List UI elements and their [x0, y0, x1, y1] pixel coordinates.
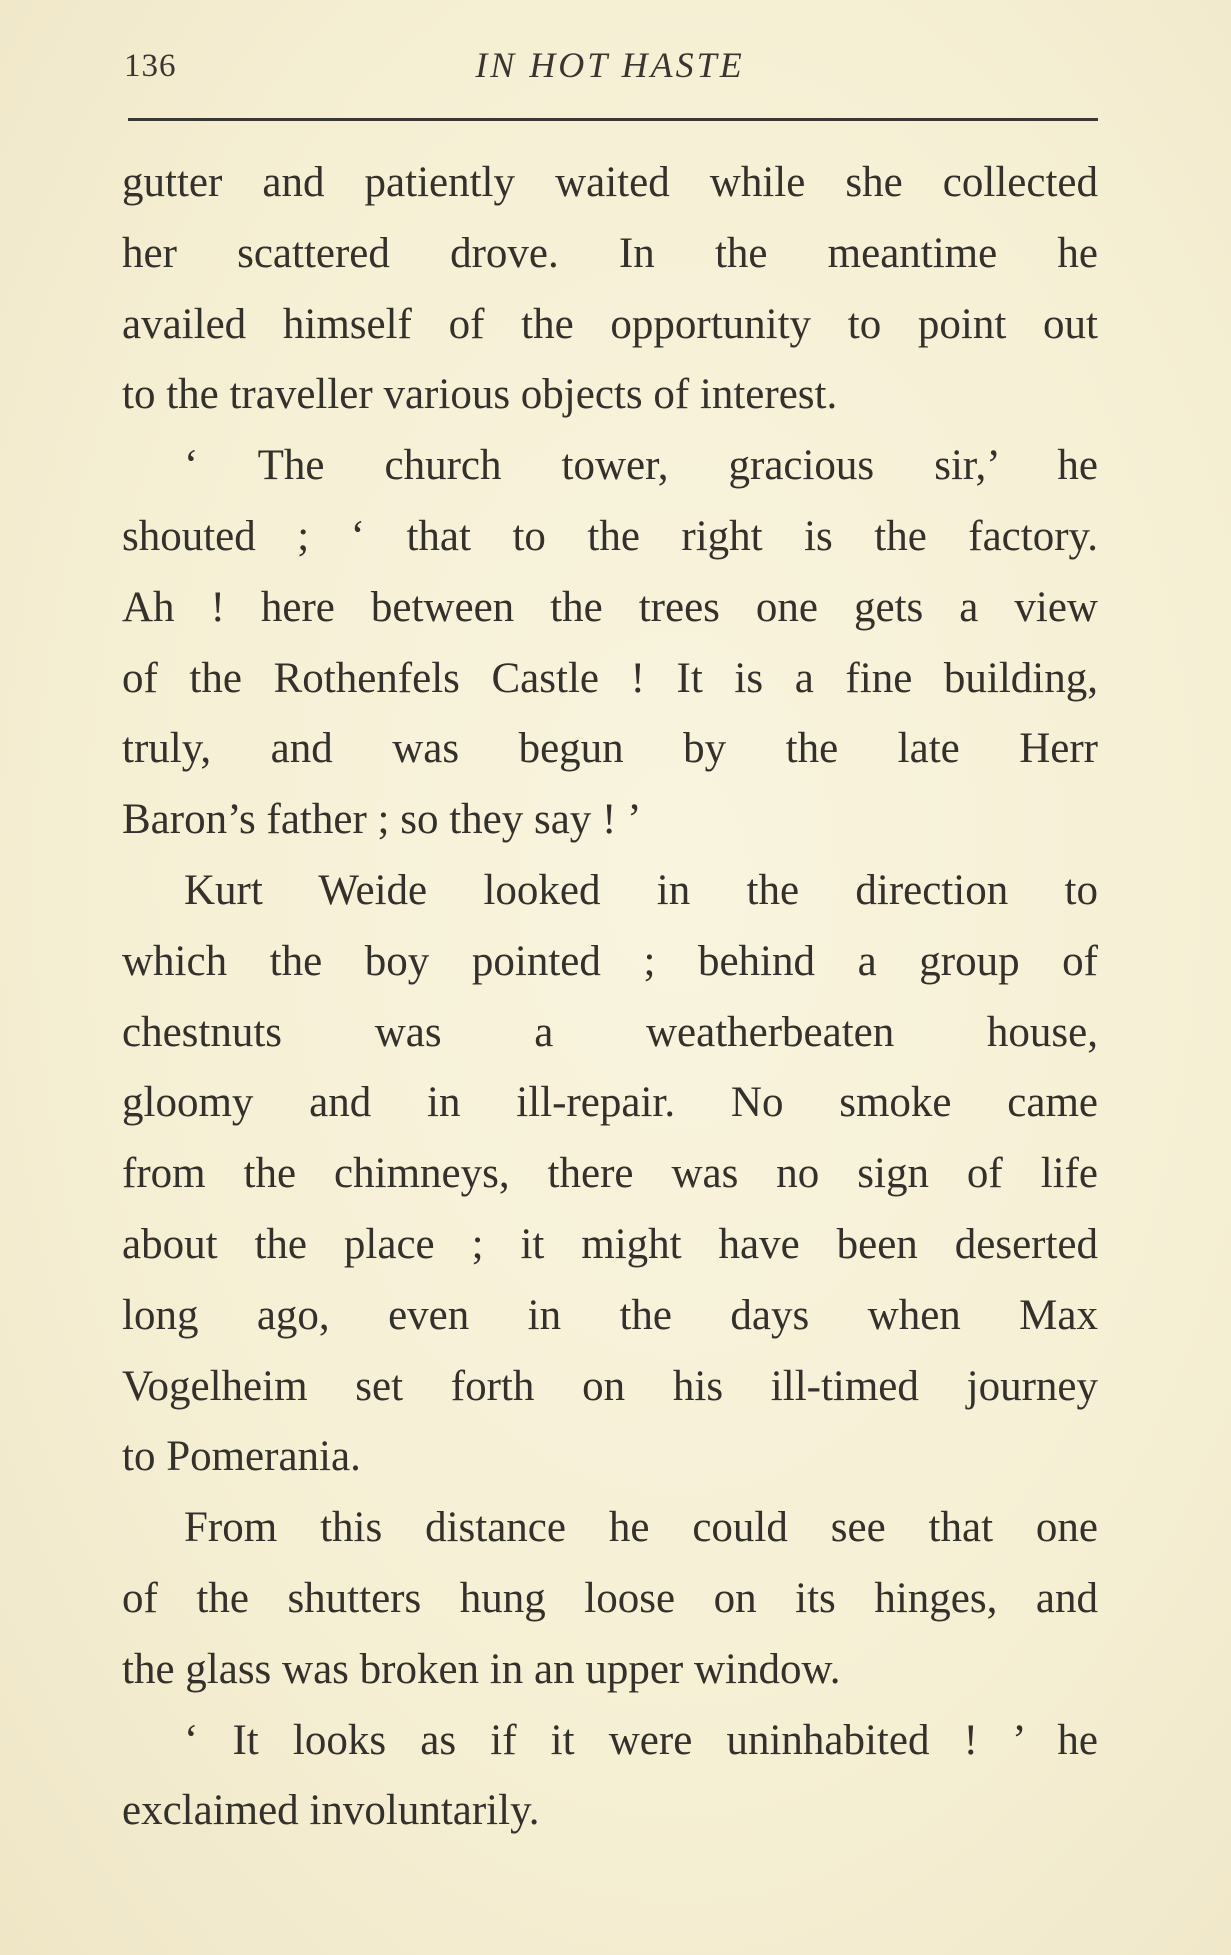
text-line: to the traveller various objects of interest. — [122, 371, 838, 419]
text-line: from the chimneys, there was no sign of life — [122, 1150, 1098, 1198]
text-line: shouted ; ‘ that to the right is the factory. — [122, 512, 1098, 560]
text-line: the glass was broken in an upper window. — [122, 1645, 841, 1693]
page-header — [124, 40, 1096, 88]
text-line: gutter and patiently waited while she collected — [122, 159, 1098, 206]
text-line: Vogelheim set forth on his ill-timed journey — [122, 1362, 1098, 1410]
text-line: her scattered drove. In the meantime he — [122, 229, 1098, 277]
text-line: truly, and was begun by the late Herr — [122, 725, 1098, 773]
text-line: to Pomerania. — [122, 1433, 361, 1481]
text-line: Ah ! here between the trees one gets a view — [122, 583, 1098, 631]
text-line: of the Rothenfels Castle ! It is a fine building, — [122, 654, 1098, 702]
header-rule — [128, 118, 1098, 121]
text-line: of the shutters hung loose on its hinges, and — [122, 1574, 1098, 1622]
text-line: which the boy pointed ; behind a group of — [122, 937, 1098, 985]
text-line: about the place ; it might have been deserted — [122, 1220, 1098, 1268]
text-line: Baron’s father ; so they say ! ’ — [122, 796, 642, 844]
text-line: availed himself of the opportunity to point out — [122, 300, 1098, 348]
text-line: Kurt Weide looked in the direction to — [184, 866, 1098, 914]
text-line: From this distance he could see that one — [184, 1504, 1098, 1552]
text-line: long ago, even in the days when Max — [122, 1291, 1098, 1339]
text-line: ‘ The church tower, gracious sir,’ he — [184, 442, 1098, 490]
page-number: 136 — [124, 48, 177, 84]
text-line: ‘ It looks as if it were uninhabited ! ’ he — [184, 1716, 1098, 1764]
text-line: gloomy and in ill-repair. No smoke came — [122, 1079, 1098, 1127]
body-text — [122, 148, 1098, 1847]
running-title: IN HOT HASTE — [475, 45, 745, 85]
text-line: chestnuts was a weatherbeaten house, — [122, 1008, 1098, 1056]
text-line: exclaimed involuntarily. — [122, 1787, 540, 1835]
